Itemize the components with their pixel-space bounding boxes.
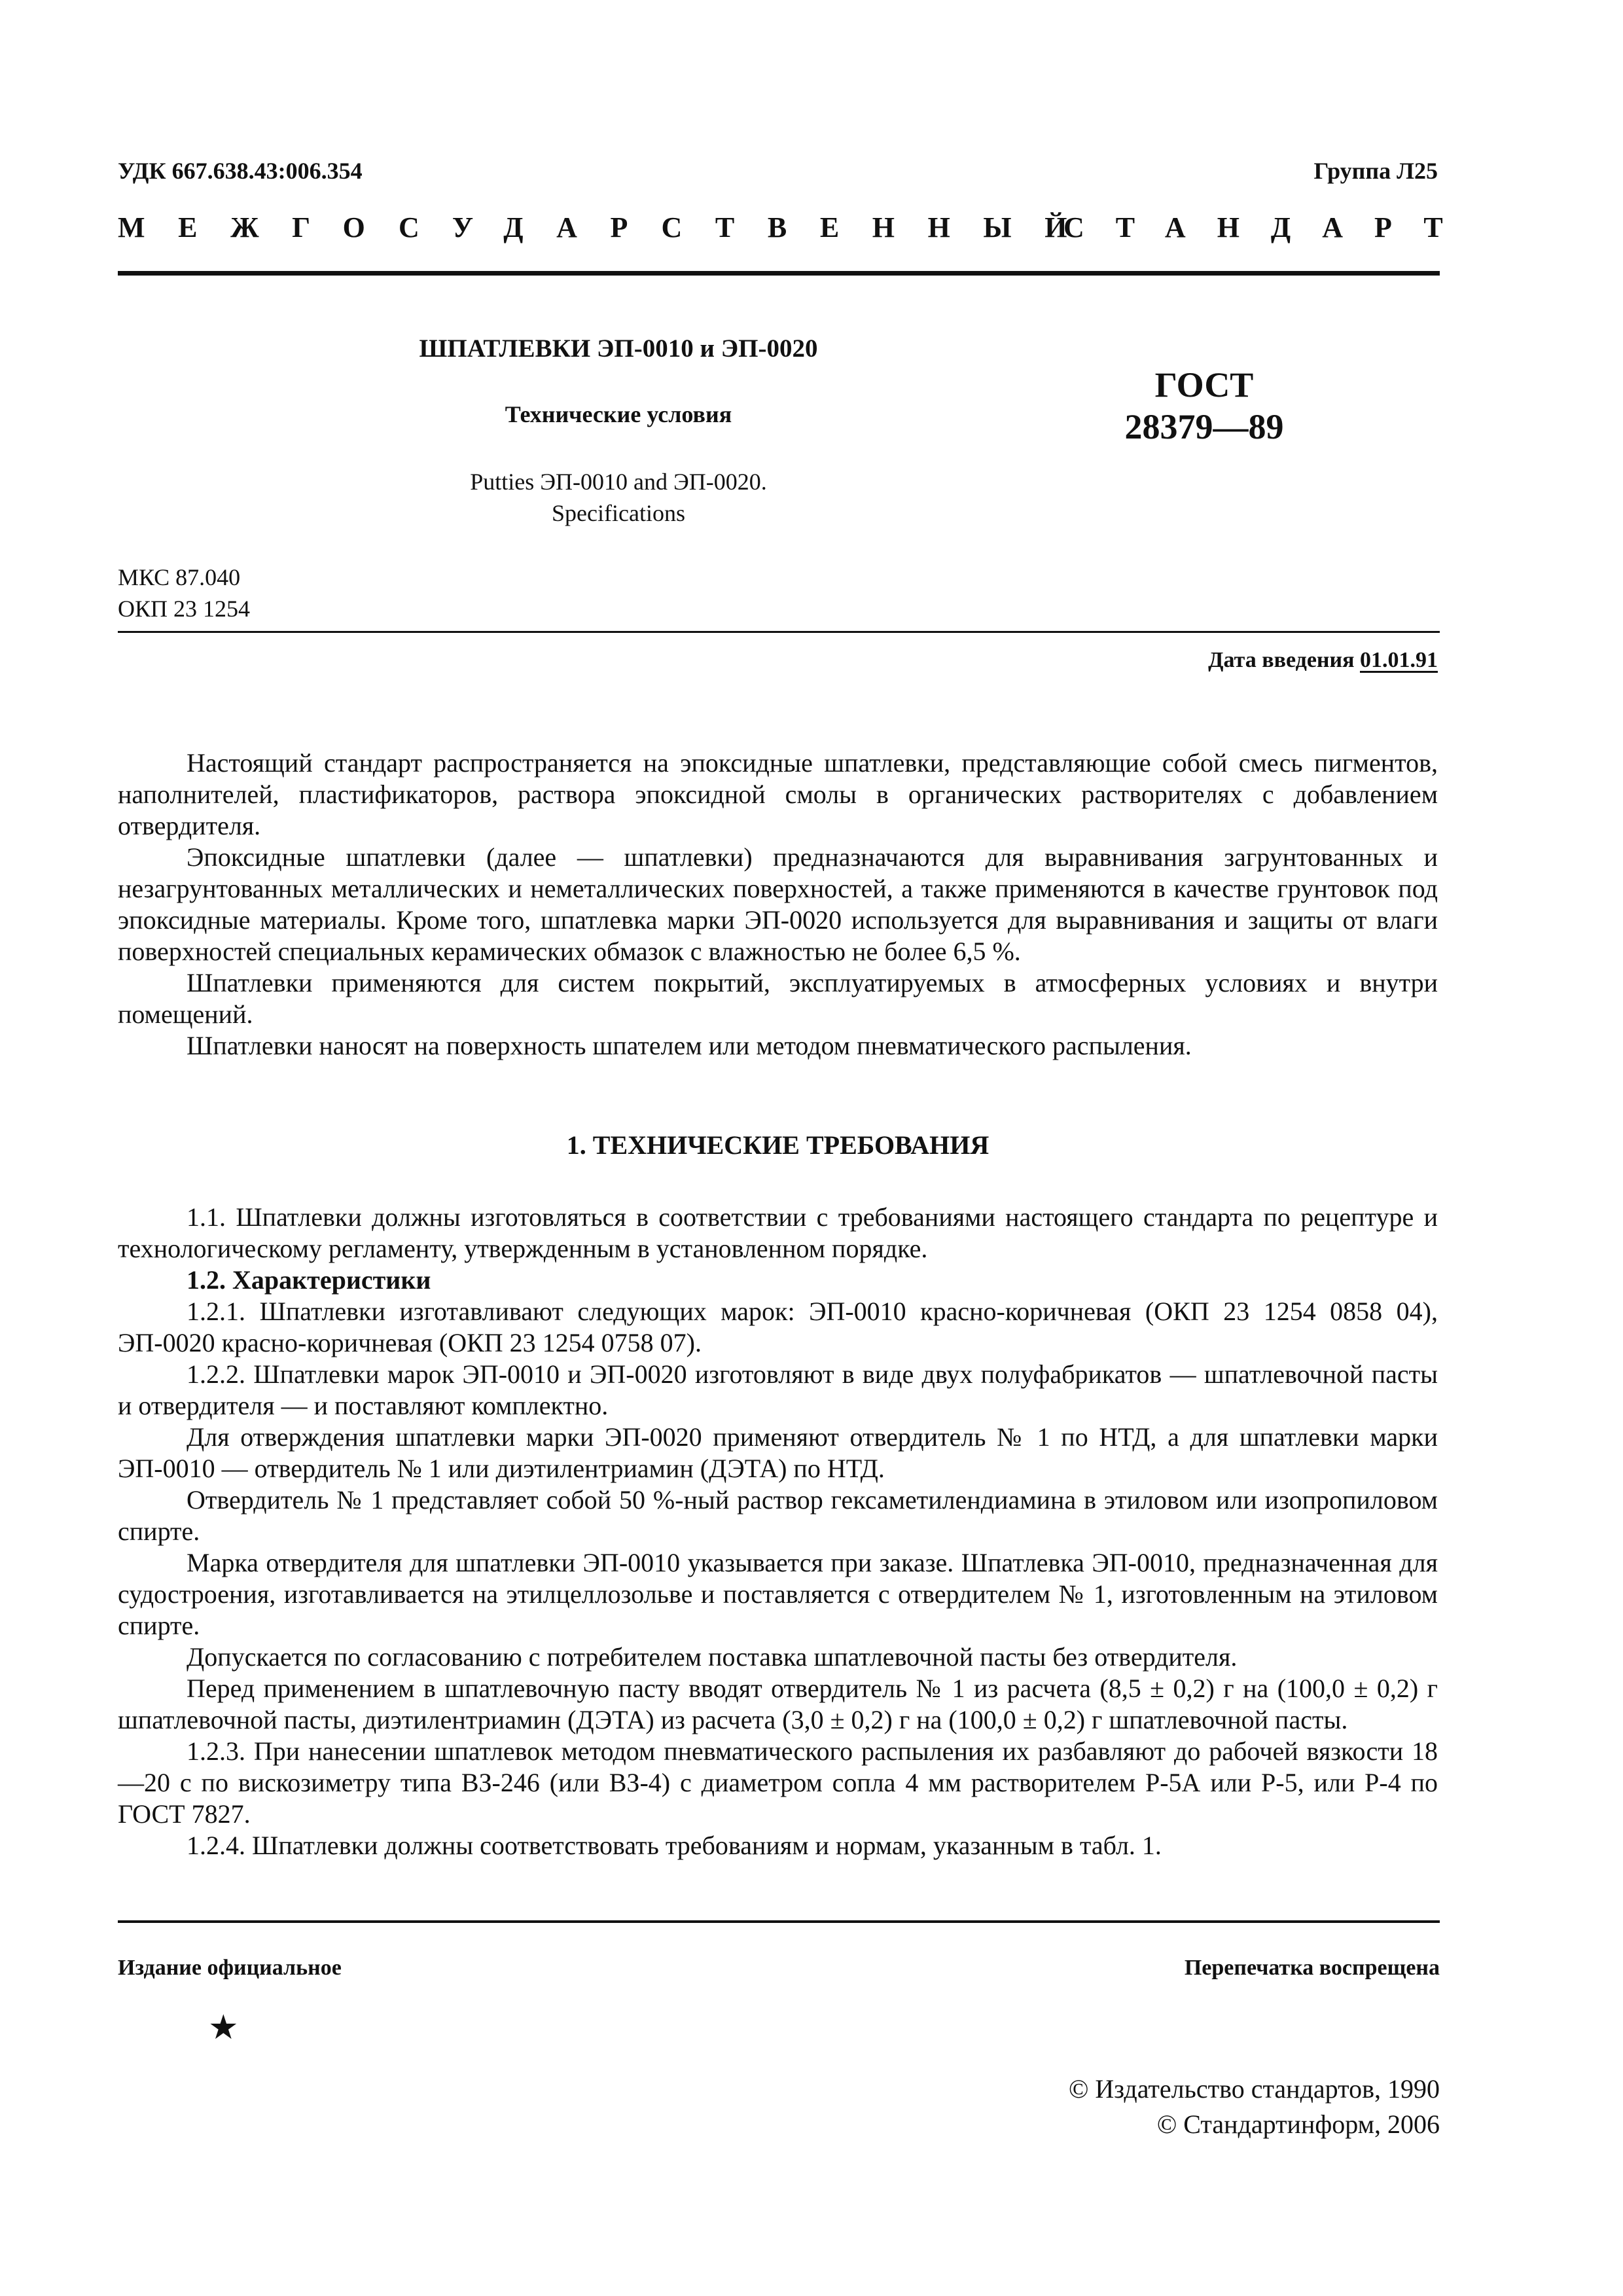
clause-paragraph: Для отверждения шпатлевки марки ЭП-0020 применяют отвердитель № 1 по НТД, а для шпатлевки марки ЭП-0010 — отвердитель № 1 или диэтилентриамин (ДЭТА) по НТД. xyxy=(118,1422,1438,1483)
effective-date-value: 01.01.91 xyxy=(1360,648,1438,672)
clause-paragraph: Марка отвердителя для шпатлевки ЭП-0010 указывается при заказе. Шпатлевка ЭП-0010, предназначенная для судостроения, изготавливается на этилцеллозольве и поставляется с отвердителем № 1, изготовленным на этиловом спирте. xyxy=(118,1548,1438,1640)
section-1-heading: 1. ТЕХНИЧЕСКИЕ ТРЕБОВАНИЯ xyxy=(566,1130,990,1160)
official-edition-label: Издание официальное xyxy=(118,1956,342,1980)
clause-paragraph: Отвердитель № 1 представляет собой 50 %-ный раствор гексаметилендиамина в этиловом или изопропиловом спирте. xyxy=(118,1485,1438,1546)
english-title-line2: Specifications xyxy=(552,500,685,526)
intro-paragraph: Эпоксидные шпатлевки (далее — шпатлевки) предназначаются для выравнивания загрунтованных и незагрунтованных металлических и неметаллических поверхностей, а также применяются в качестве грунтовок под эпоксидные материалы. Кроме того, шпатлевка марки ЭП-0020 используется для выравнивания и защиты от влаги поверхностей специальных керамических обмазок с влажностью не более 6,5 %. xyxy=(118,842,1438,966)
mks-code: МКС 87.040 xyxy=(118,564,241,590)
section-1-body xyxy=(118,1202,1438,1861)
okp-code: ОКП 23 1254 xyxy=(118,596,251,622)
copyright-publisher: © Издательство стандартов, 1990 xyxy=(1068,2074,1440,2104)
gost-designation xyxy=(1106,364,1302,448)
clause-1-1: 1.1. Шпатлевки должны изготовляться в соответствии с требованиями настоящего стандарта по рецептуре и технологическому регламенту, утвержденным в установленном порядке. xyxy=(118,1202,1438,1263)
clause-1-2-heading: 1.2. Характеристики xyxy=(187,1265,431,1295)
document-subtitle: Технические условия xyxy=(505,401,732,427)
clause-1-2-4: 1.2.4. Шпатлевки должны соответствовать требованиям и нормам, указанным в табл. 1. xyxy=(187,1831,1162,1860)
document-title: ШПАТЛЕВКИ ЭП-0010 и ЭП-0020 xyxy=(419,334,818,363)
spaced-word-2: СТАНДАРТ xyxy=(1063,211,1474,243)
intro-paragraph: Настоящий стандарт распространяется на эпоксидные шпатлевки, представляющие собой смесь пигментов, наполнителей, пластификаторов, раствора эпоксидной смолы в органических растворителях с добавлением отвердителя. xyxy=(118,748,1438,840)
copyright-standartinform: © Стандартинформ, 2006 xyxy=(1156,2109,1440,2139)
group-code: Группа Л25 xyxy=(1313,158,1438,184)
reprint-prohibited-label: Перепечатка воспрещена xyxy=(1184,1956,1440,1980)
effective-date-label: Дата введения xyxy=(1208,648,1355,672)
clause-1-2-2: 1.2.2. Шпатлевки марок ЭП-0010 и ЭП-0020 изготовляют в виде двух полуфабрикатов — шпатлевочной пасты и отвердителя — и поставляют комплектно. xyxy=(118,1359,1438,1420)
intro-paragraph: Шпатлевки наносят на поверхность шпателем или методом пневматического распыления. xyxy=(187,1031,1192,1060)
clause-1-2-3: 1.2.3. При нанесении шпатлевок методом пневматического распыления их разбавляют до рабочей вязкости 18—20 с по вискозиметру типа ВЗ-246 (или ВЗ-4) с диаметром сопла 4 мм растворителем Р-5А или Р-5, или Р-4 по ГОСТ 7827. xyxy=(118,1736,1438,1829)
title-rule xyxy=(118,631,1440,633)
spaced-heading-word1 xyxy=(118,211,1101,244)
english-title xyxy=(0,466,1237,529)
udk-code: УДК 667.638.43:006.354 xyxy=(118,158,363,184)
english-title-line1: Putties ЭП-0010 and ЭП-0020. xyxy=(470,469,767,495)
spaced-word-1: МЕЖГОСУДАРСТВЕННЫЙ xyxy=(118,211,1101,243)
footer-rule xyxy=(118,1920,1440,1923)
classification-codes xyxy=(118,562,250,624)
clause-paragraph: Допускается по согласованию с потребителем поставка шпатлевочной пасты без отвердителя. xyxy=(187,1642,1238,1672)
star-icon: ★ xyxy=(208,2009,239,2047)
clause-paragraph: Перед применением в шпатлевочную пасту вводят отвердитель № 1 из расчета (8,5 ± 0,2) г на (100,0 ± 0,2) г шпатлевочной пасты, диэтилентриамин (ДЭТА) из расчета (3,0 ± 0,2) г на (100,0 ± 0,2) г шпатлевочной пасты. xyxy=(118,1674,1438,1734)
gost-label: ГОСТ xyxy=(1154,365,1254,404)
intro-paragraph: Шпатлевки применяются для систем покрытий, эксплуатируемых в атмосферных условиях и внутри помещений. xyxy=(118,968,1438,1029)
clause-1-2-1: 1.2.1. Шпатлевки изготавливают следующих марок: ЭП-0010 красно-коричневая (ОКП 23 1254 0858 04), ЭП-0020 красно-коричневая (ОКП 23 1254 0758 07). xyxy=(118,1297,1438,1357)
intro-section xyxy=(118,747,1438,1062)
spaced-heading-word2 xyxy=(1063,211,1474,244)
effective-date xyxy=(1208,648,1438,673)
top-rule xyxy=(118,271,1440,276)
gost-number: 28379—89 xyxy=(1124,407,1284,446)
